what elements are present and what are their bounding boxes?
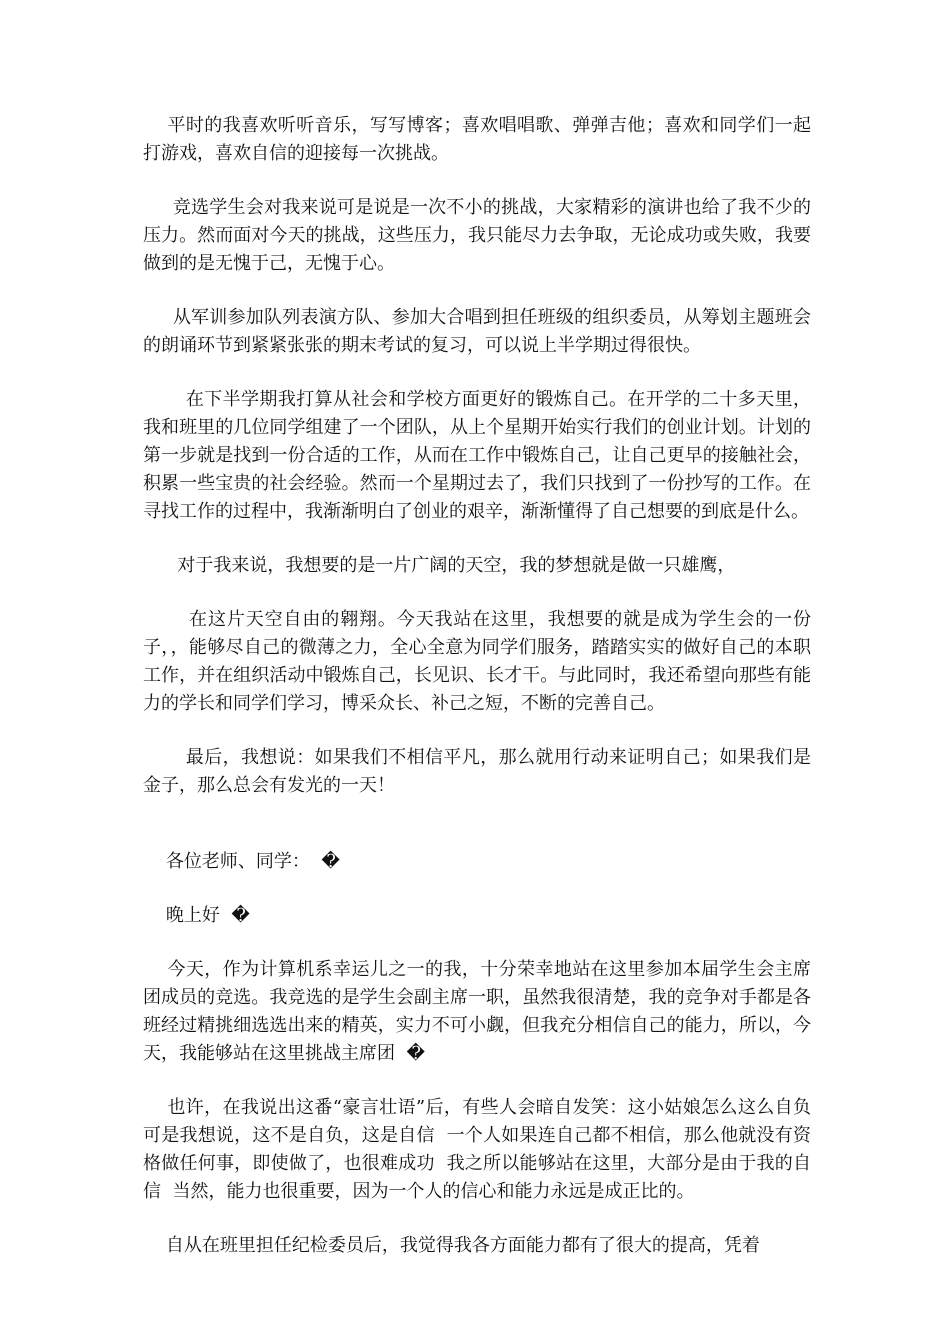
paragraph-greeting: 各位老师、同学： � xyxy=(143,851,340,872)
document-page xyxy=(143,112,823,1286)
paragraph-dream: 对于我来说，我想要的是一片广阔的天空，我的梦想就是做一只雄鹰， xyxy=(143,555,736,576)
paragraph-introduction: 今天，作为计算机系幸运儿之一的我，十分荣幸地站在这里参加本届学生会主席团成员的竞选。我竞选的是学生会副主席一职，虽然我很清楚，我的竞争对手都是各班经过精挑细选选出来的精英，实力不可小觑，但我充分相信自己的能力，所以，今天，我能够站在这里挑战主席团 � xyxy=(143,959,811,1064)
paragraph-confidence: 也许，在我说出这番“豪言壮语”后，有些人会暗自发笑：这小姑娘怎么这么自负 可是我想说，这不是自负，这是自信 一个人如果连自己都不相信，那么他就没有资格做任何事，即使做了，也很难成功 我之所以能够站在这里，大部分是由于我的自信 当然，能力也很重要，因为一个人的信心和能力永远是成正比的。 xyxy=(143,1097,823,1202)
paragraph-conclusion: 最后，我想说：如果我们不相信平凡，那么就用行动来证明自己；如果我们是金子，那么总会有发光的一天！ xyxy=(143,747,811,796)
paragraph-goal: 在这片天空自由的翱翔。今天我站在这里，我想要的就是成为学生会的一份子，，能够尽自己的微薄之力，全心全意为同学们服务，踏踏实实的做好自己的本职工作，并在组织活动中锻炼自己，长见识、长才干。与此同时，我还希望向那些有能力的学长和同学们学习，博采众长、补己之短，不断的完善自己。 xyxy=(143,609,811,714)
section-divider-space xyxy=(143,826,811,848)
paragraph-second-semester-plan: 在下半学期我打算从社会和学校方面更好的锻炼自己。在开学的二十多天里，我和班里的几位同学组建了一个团队，从上个星期开始实行我们的创业计划。计划的第一步就是找到一份合适的工作，从而在工作中锻炼自己，让自己更早的接触社会，积累一些宝贵的社会经验。然而一个星期过去了，我们只找到了一份抄写的工作。在寻找工作的过程中，我渐渐明白了创业的艰辛，渐渐懂得了自己想要的到底是什么。 xyxy=(143,389,811,522)
paragraph-challenge: 竞选学生会对我来说可是说是一次不小的挑战，大家精彩的演讲也给了我不少的压力。然而面对今天的挑战，这些压力，我只能尽力去争取，无论成功或失败，我要做到的是无愧于己，无愧于心。 xyxy=(143,197,811,274)
paragraph-good-evening: 晚上好 � xyxy=(143,905,250,926)
paragraph-hobbies: 平时的我喜欢听听音乐，写写博客；喜欢唱唱歌、弹弹吉他；喜欢和同学们一起打游戏，喜欢自信的迎接每一次挑战。 xyxy=(143,115,811,164)
paragraph-discipline-role: 自从在班里担任纪检委员后，我觉得我各方面能力都有了很大的提高，凭着 xyxy=(143,1235,760,1256)
paragraph-first-semester: 从军训参加队列表演方队、参加大合唱到担任班级的组织委员，从筹划主题班会的朗诵环节到紧紧张张的期末考试的复习，可以说上半学期过得很快。 xyxy=(143,307,811,356)
